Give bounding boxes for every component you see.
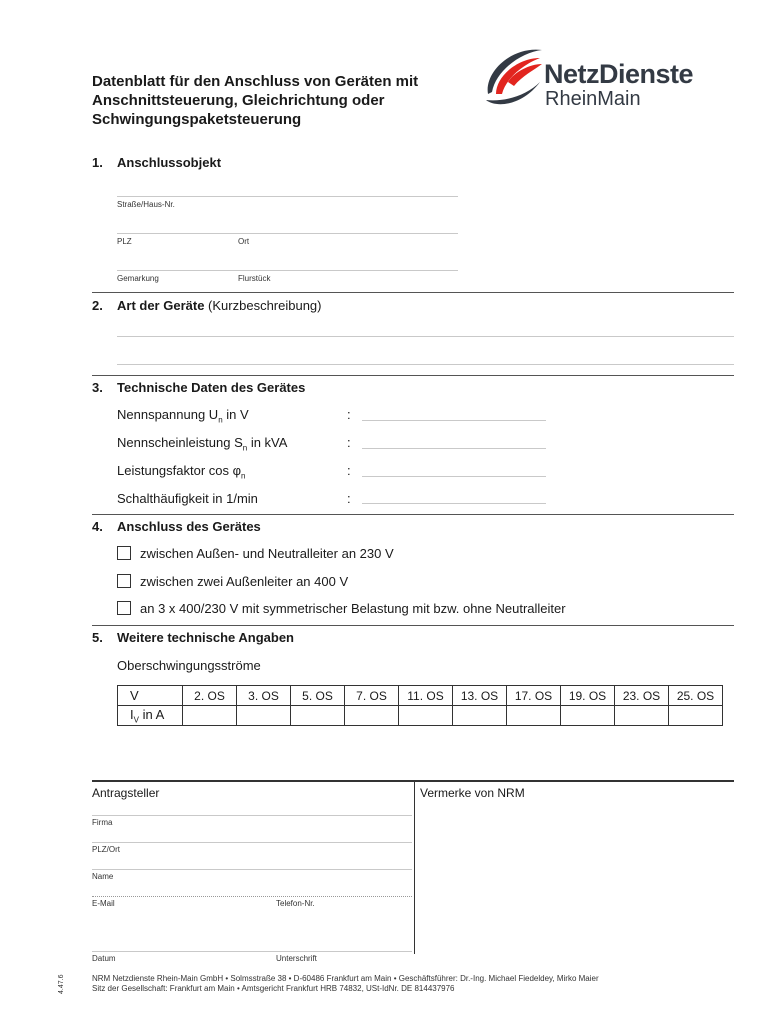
ort-label: Ort [238,237,250,246]
harmonics-row-label-text: I [130,706,134,722]
harmonics-header-cell: 23. OS [615,686,669,706]
harmonics-header-cell: 2. OS [183,686,237,706]
tech-row-voltage-sub: n [218,415,223,425]
harmonics-row-label [118,706,183,726]
applicant-title: Antragsteller [92,786,160,800]
option-3phase-checkbox[interactable] [117,601,131,615]
voltage-input-line[interactable] [362,420,546,421]
section2-title-suffix: (Kurzbeschreibung) [208,298,322,313]
divider-applicant [92,780,734,782]
section3-number: 3. [92,380,103,395]
plz-ort-applicant-input-line[interactable] [92,842,412,843]
datum-label: Datum [92,954,116,963]
power-input-line[interactable] [362,448,546,449]
gemarkung-input-line[interactable] [117,270,458,271]
harmonics-header-cell: 11. OS [399,686,453,706]
tech-row-power-sub: n [242,443,248,453]
tech-row-power-label [117,435,287,453]
harmonics-value-cell[interactable] [561,706,615,726]
harmonics-subtitle: Oberschwingungsströme [117,658,261,673]
option-400v-label: zwischen zwei Außenleiter an 400 V [140,574,349,589]
harmonics-header-cell: 3. OS [237,686,291,706]
harmonics-value-cell[interactable] [453,706,507,726]
name-input-line[interactable] [92,869,412,870]
harmonics-value-cell[interactable] [237,706,291,726]
tech-row-pf-colon: : [347,463,351,478]
footer-line-1: NRM Netzdienste Rhein-Main GmbH • Solmsstraße 38 • D-60486 Frankfurt am Main • Geschäftsführer: Dr.-Ing. Michael Fiedeldey, Mirko Maier [92,974,599,983]
signature-input-line[interactable] [92,951,412,952]
option-400v-checkbox[interactable] [117,574,131,588]
netzdienste-logo-icon [482,42,550,112]
logo-name: NetzDienste [544,59,694,89]
harmonics-value-row [118,706,723,726]
tech-row-power-colon: : [347,435,351,450]
footer-line-2: Sitz der Gesellschaft: Frankfurt am Main • Amtsgericht Frankfurt HRB 74832, USt-IdNr. DE 814437976 [92,984,455,993]
name-label: Name [92,872,114,881]
plz-label: PLZ [117,237,132,246]
section3-title: Technische Daten des Gerätes [117,380,306,395]
tech-row-pf-text: Leistungsfaktor cos φ [117,463,242,478]
harmonics-header-cell: V [118,686,183,706]
section1-number: 1. [92,155,103,170]
section1-title: Anschlussobjekt [117,155,222,170]
logo-subtitle: RheinMain [545,88,641,110]
harmonics-header-cell: 17. OS [507,686,561,706]
section2-title [117,298,322,313]
form-code: 4.47.6 [58,974,65,994]
harmonics-row-label-sub: V [133,715,139,725]
harmonics-value-cell[interactable] [507,706,561,726]
harmonics-value-cell[interactable] [345,706,399,726]
tech-row-power-text: Nennscheinleistung S [117,435,243,450]
unterschrift-label: Unterschrift [276,954,317,963]
device-description-line-1[interactable] [117,336,734,337]
section4-number: 4. [92,519,103,534]
divider-1 [92,292,734,293]
harmonics-table [117,685,723,726]
street-label: Straße/Haus-Nr. [117,200,175,209]
option-3phase-label: an 3 x 400/230 V mit symmetrischer Belastung mit bzw. ohne Neutralleiter [140,601,566,616]
section5-title: Weitere technische Angaben [117,630,294,645]
harmonics-header-cell: 19. OS [561,686,615,706]
tech-row-pf-sub: n [241,471,246,481]
section2-number: 2. [92,298,103,313]
email-telefon-input-line[interactable] [92,896,412,897]
title-line-1: Datenblatt für den Anschluss von Geräten mit [92,73,419,90]
section5-number: 5. [92,630,103,645]
divider-2 [92,375,734,376]
harmonics-header-cell: 7. OS [345,686,399,706]
firma-label: Firma [92,818,113,827]
harmonics-value-cell[interactable] [291,706,345,726]
harmonics-row-label-unit: in A [138,706,165,722]
title-line-3: Schwingungspaketsteuerung [92,111,302,128]
option-230v-checkbox[interactable] [117,546,131,560]
divider-4 [92,625,734,626]
telefon-label: Telefon-Nr. [276,899,315,908]
applicant-remarks-separator [414,781,415,954]
harmonics-value-cell[interactable] [399,706,453,726]
switching-frequency-input-line[interactable] [362,503,546,504]
flurstueck-label: Flurstück [238,274,271,283]
section2-title-main: Art der Geräte [117,298,205,313]
firma-input-line[interactable] [92,815,412,816]
harmonics-header-cell: 5. OS [291,686,345,706]
harmonics-header-cell: 13. OS [453,686,507,706]
document-title [92,72,452,129]
harmonics-header-cell: 25. OS [669,686,723,706]
plz-ort-label: PLZ/Ort [92,845,121,854]
harmonics-value-cell[interactable] [183,706,237,726]
harmonics-value-cell[interactable] [669,706,723,726]
street-input-line[interactable] [117,196,458,197]
harmonics-value-cell[interactable] [615,706,669,726]
tech-row-voltage-text: Nennspannung U [117,407,219,422]
tech-row-power-unit: in kVA [247,435,288,450]
section4-title: Anschluss des Gerätes [117,519,261,534]
tech-row-pf-label [117,463,246,481]
tech-row-switching-colon: : [347,491,351,506]
harmonics-header-row [118,686,723,706]
remarks-title: Vermerke von NRM [420,786,525,800]
plz-ort-input-line[interactable] [117,233,458,234]
tech-row-switching-label: Schalthäufigkeit in 1/min [117,491,258,506]
tech-row-voltage-unit: in V [222,407,249,422]
power-factor-input-line[interactable] [362,476,546,477]
tech-row-voltage-colon: : [347,407,351,422]
option-230v-label: zwischen Außen- und Neutralleiter an 230 V [140,546,394,561]
title-line-2: Anschnittsteuerung, Gleichrichtung oder [92,92,385,109]
divider-3 [92,514,734,515]
tech-row-voltage-label [117,407,249,425]
device-description-line-2[interactable] [117,364,734,365]
gemarkung-label: Gemarkung [117,274,159,283]
email-label: E-Mail [92,899,115,908]
